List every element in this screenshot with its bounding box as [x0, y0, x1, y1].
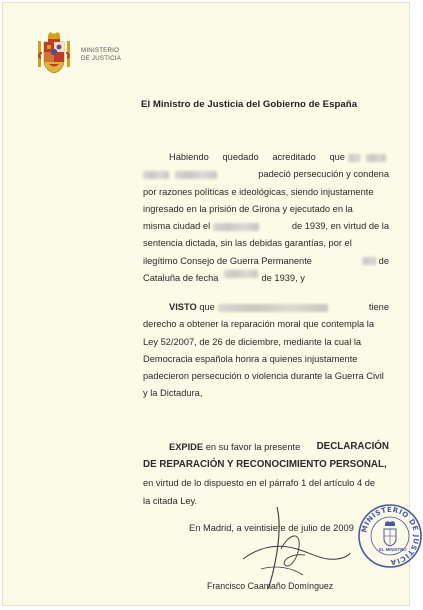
ministry-label: MINISTERIO DE JUSTICIA: [81, 47, 122, 62]
text-line: Ley 52/2007, de 26 de diciembre, mediante la cual la: [143, 336, 362, 347]
document-title: El Ministro de Justicia del Gobierno de España: [141, 99, 358, 110]
stamp-center-text: EL MINISTRO: [379, 547, 407, 552]
redacted-text: [175, 171, 217, 179]
redacted-text: [143, 171, 169, 179]
place-and-date: En Madrid, a veintisiete de julio de 2009: [189, 523, 354, 533]
paragraph-expide: [143, 438, 389, 510]
paragraph-visto: [143, 299, 389, 403]
spain-coat-of-arms-icon: [37, 31, 71, 75]
text-line: en virtud de lo dispuesto en el párrafo 1 del artículo 4 de: [143, 478, 376, 488]
text-line: sentencia dictada, sin las debidas garantías, por el: [143, 238, 352, 249]
text-line: EXPIDE en su favor la presente DECLARACIÓN: [169, 441, 389, 452]
ministry-stamp-icon: [357, 503, 423, 569]
signer-name: Francisco Caamaño Domínguez: [207, 581, 334, 591]
text-line: DE REPARACIÓN Y RECONOCIMIENTO PERSONAL,: [143, 459, 387, 470]
text-line: ilegítimo Consejo de Guerra Permanente de: [143, 255, 389, 266]
paragraph-acreditado: [143, 149, 389, 287]
text-line: y la Dictadura,: [143, 388, 203, 399]
text-line: misma ciudad el de 1939, en virtud de la: [143, 221, 389, 232]
handwritten-signature-icon: [241, 503, 351, 593]
text-line: padecieron persecución o violencia durante la Guerra Civil: [143, 371, 384, 382]
text-line: padeció persecución y condena: [143, 166, 389, 183]
document-page: [2, 2, 421, 606]
stamp-ring-text: MINISTERIO DE JUSTICIA: [360, 505, 421, 567]
text-line: la citada Ley.: [143, 496, 198, 506]
text-line: Habiendo quedado acreditado que: [143, 149, 389, 166]
redacted-text: [224, 270, 258, 278]
text-line: por razones políticas e ideológicas, siendo injustamente: [143, 186, 374, 197]
text-line: Cataluña de fecha de 1939, y: [143, 270, 389, 287]
redacted-text: [348, 154, 360, 162]
redacted-text: [362, 257, 376, 265]
text-line: Democracia española honra a quienes injustamente: [143, 353, 358, 364]
redacted-text: [366, 154, 386, 162]
text-line: ingresado en la prisión de Girona y ejecutado en la: [143, 203, 353, 214]
redacted-text: [213, 223, 259, 231]
redacted-text: [218, 304, 328, 312]
text-line: derecho a obtener la reparación moral que contempla la: [143, 319, 375, 330]
text-line: VISTO que tiene: [169, 302, 389, 312]
